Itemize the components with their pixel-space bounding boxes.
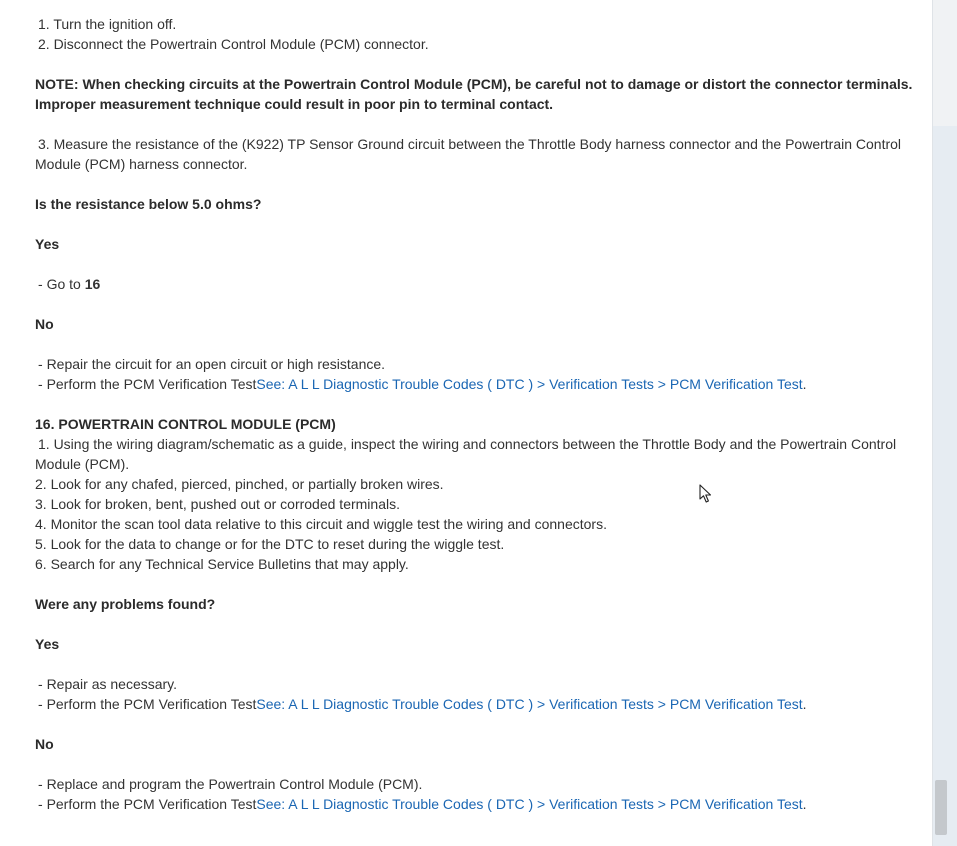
goto-step-item: [35, 274, 915, 294]
verification-item: [35, 374, 915, 394]
step-1: 1. Turn the ignition off.: [38, 16, 177, 32]
note-text: NOTE: When checking circuits at the Powertrain Control Module (PCM), be careful not to damage or distort the connector terminals. Improper measurement technique could result in poor pin to terminal contact.: [35, 76, 913, 112]
answer-yes-heading: Yes: [35, 236, 60, 252]
question-problems-found: Were any problems found?: [35, 596, 216, 612]
replace-pcm-item: [35, 774, 915, 794]
verification-item-3: [35, 794, 915, 814]
step-2: 2. Disconnect the Powertrain Control Module (PCM) connector.: [38, 36, 429, 52]
period: .: [802, 696, 807, 712]
repair-as-necessary-item: [35, 674, 915, 694]
section-16-step-4: 4. Monitor the scan tool data relative to this circuit and wiggle test the wiring and connectors.: [35, 516, 607, 532]
section-16-step-1: 1. Using the wiring diagram/schematic as a guide, inspect the wiring and connectors between the Throttle Body and the Powertrain Control Module (PCM).: [35, 436, 897, 472]
bullet: -: [38, 696, 47, 712]
bullet: -: [38, 356, 47, 372]
bullet: -: [38, 776, 47, 792]
replace-text: Replace and program the Powertrain Control Module (PCM).: [46, 776, 423, 792]
bullet: -: [38, 796, 47, 812]
verification-test-link[interactable]: See: A L L Diagnostic Trouble Codes ( DTC ) > Verification Tests > PCM Verification Test: [256, 796, 803, 812]
section-16-step-6: 6. Search for any Technical Service Bulletins that may apply.: [35, 556, 409, 572]
goto-step-number: 16: [84, 276, 101, 292]
period: .: [802, 796, 807, 812]
scrollbar-thumb[interactable]: [935, 780, 947, 835]
verification-text: Perform the PCM Verification Test: [46, 376, 257, 392]
section-16-step-2: 2. Look for any chafed, pierced, pinched, or partially broken wires.: [35, 476, 444, 492]
verification-item-2: [35, 694, 915, 714]
section-16-step-5: 5. Look for the data to change or for the DTC to reset during the wiggle test.: [35, 536, 505, 552]
section-16-title: 16. POWERTRAIN CONTROL MODULE (PCM): [35, 416, 336, 432]
repair-text: Repair as necessary.: [46, 676, 178, 692]
mouse-pointer-icon: [699, 484, 713, 504]
verification-test-link[interactable]: See: A L L Diagnostic Trouble Codes ( DTC ) > Verification Tests > PCM Verification Test: [256, 376, 803, 392]
answer-no-heading: No: [35, 316, 54, 332]
scrollbar-track-highlight: [933, 126, 957, 846]
bullet: -: [38, 376, 47, 392]
verification-test-link[interactable]: See: A L L Diagnostic Trouble Codes ( DTC ) > Verification Tests > PCM Verification Test: [256, 696, 803, 712]
step-3: 3. Measure the resistance of the (K922) TP Sensor Ground circuit between the Throttle Body harness connector and the Powertrain Control Module (PCM) harness connector.: [35, 136, 902, 172]
procedure-content: [35, 14, 915, 814]
repair-text: Repair the circuit for an open circuit or high resistance.: [46, 356, 386, 372]
section-16-step-3: 3. Look for broken, bent, pushed out or corroded terminals.: [35, 496, 400, 512]
verification-text: Perform the PCM Verification Test: [46, 796, 257, 812]
answer-no-heading-2: No: [35, 736, 54, 752]
period: .: [802, 376, 807, 392]
repair-open-circuit-item: [35, 354, 915, 374]
goto-label: Go to: [46, 276, 85, 292]
bullet: -: [38, 676, 47, 692]
vertical-scrollbar[interactable]: [932, 0, 957, 846]
answer-yes-heading-2: Yes: [35, 636, 60, 652]
question-resistance: Is the resistance below 5.0 ohms?: [35, 196, 262, 212]
bullet: -: [38, 276, 47, 292]
verification-text: Perform the PCM Verification Test: [46, 696, 257, 712]
